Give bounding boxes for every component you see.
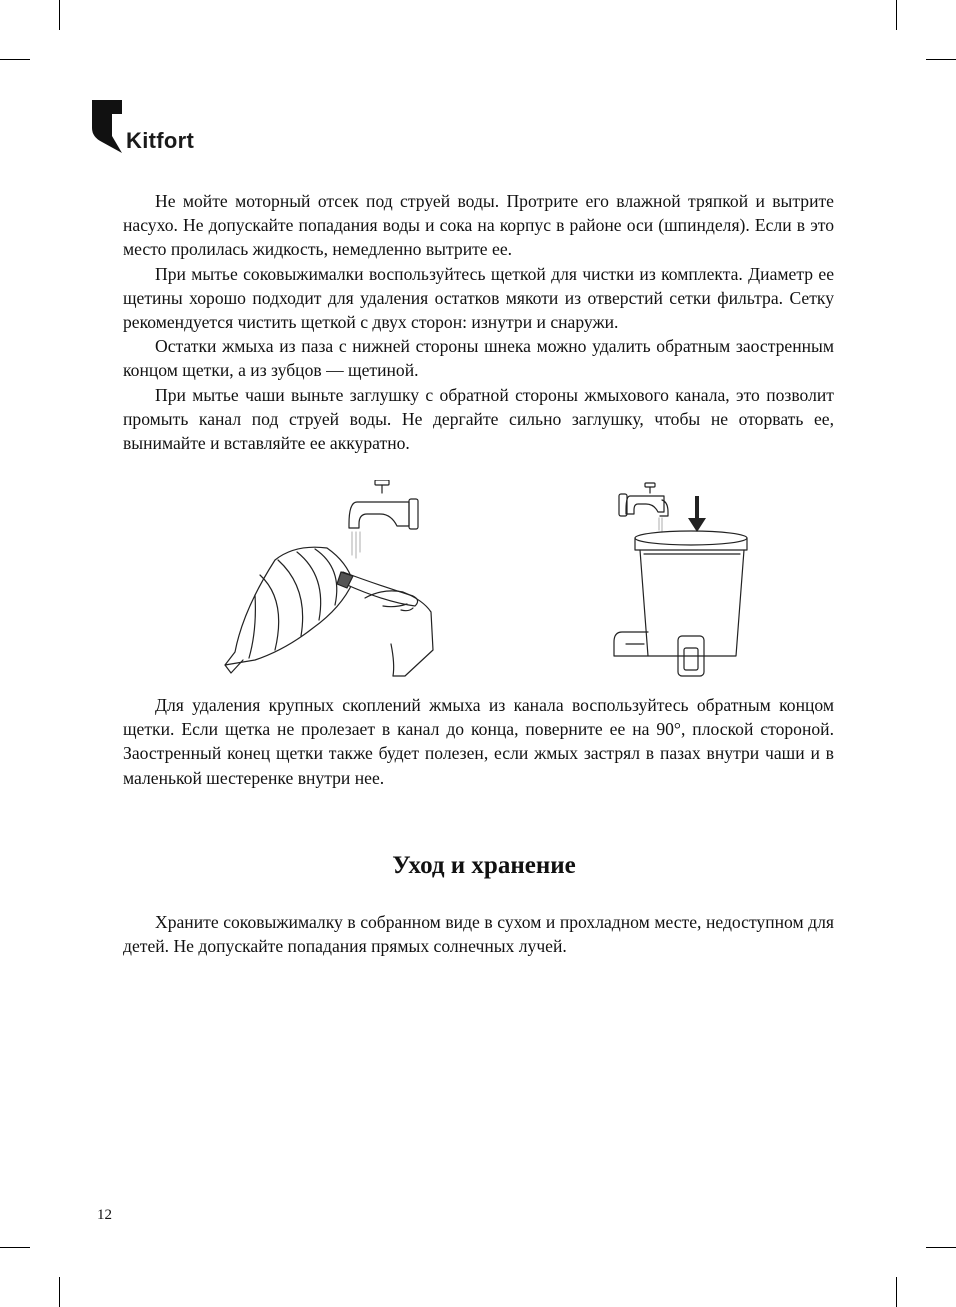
crop-mark (0, 59, 30, 60)
instructions-block-2 (123, 693, 834, 790)
brand-name: Kitfort (126, 128, 195, 153)
crop-mark (896, 0, 897, 30)
paragraph: Храните соковыжималку в собранном виде в сухом и прохладном месте, недоступном для детей. Не допускайте попадания прямых солнечных лучей. (123, 912, 834, 957)
bowl-under-tap-illustration (608, 480, 758, 680)
crop-mark (926, 59, 956, 60)
kitfort-logo-icon (92, 100, 122, 153)
crop-mark (59, 1277, 60, 1307)
storage-block (123, 910, 834, 958)
paragraph: При мытье чаши выньте заглушку с обратной стороны жмыхового канала, это позволит промыть канал под струей воды. Не дергайте сильно заглушку, чтобы не оторвать ее, вынимайте и вставляйте ее аккуратно. (123, 384, 834, 454)
brand-logo (92, 100, 194, 153)
crop-mark (59, 0, 60, 30)
paragraph: При мытье соковыжималки воспользуйтесь щеткой для чистки из комплекта. Диаметр ее щетины хорошо подходит для удаления остатков мякоти из отверстий сетки фильтра. Сетку рекомендуется чистить щеткой с двух сторон: изнутри и снаружи. (123, 263, 834, 333)
section-title: Уход и хранение (392, 852, 576, 879)
paragraph: Остатки жмыха из паза с нижней стороны шнека можно удалить обратным заостренным концом щетки, а из зубцов — щетиной. (123, 336, 834, 381)
page-number: 12 (97, 1207, 112, 1223)
instructions-block (123, 189, 834, 455)
crop-mark (926, 1247, 956, 1248)
crop-mark (0, 1247, 30, 1248)
paragraph: Для удаления крупных скоплений жмыха из канала воспользуйтесь обратным концом щетки. Если щетка не пролезает в канал до конца, поверните ее на 90°, плоской стороной. Заостренный конец щетки также будет полезен, если жмых застрял в пазах внутри чаши и в маленькой шестеренке внутри нее. (123, 695, 834, 788)
paragraph: Не мойте моторный отсек под струей воды. Протрите его влажной тряпкой и вытрите насухо. Не допускайте попадания воды и сока на корпус в районе оси (шпинделя). Если в это место пролилась жидкость, немедленно вытрите ее. (123, 191, 834, 260)
auger-brush-under-tap-illustration (215, 480, 440, 680)
crop-mark (896, 1277, 897, 1307)
